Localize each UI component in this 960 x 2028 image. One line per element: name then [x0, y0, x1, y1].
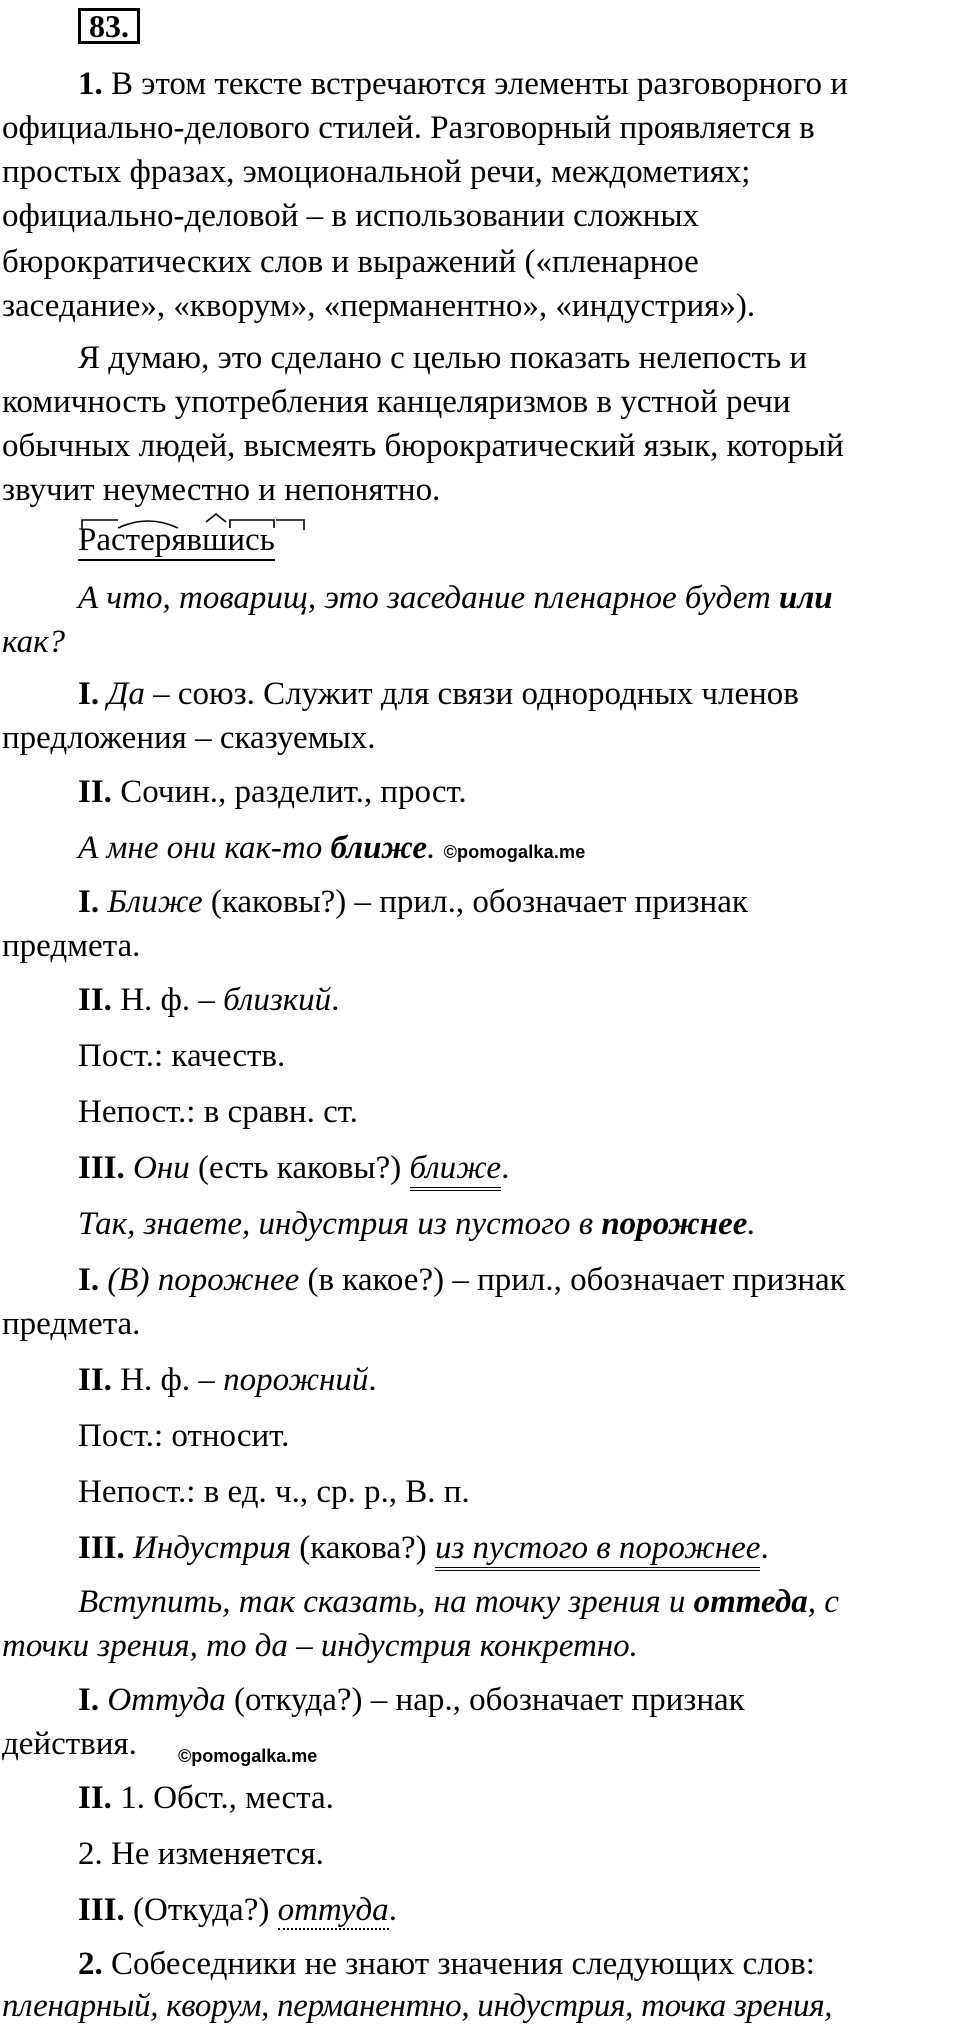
s1-I-text: – союз. Служит для связи однородных членов	[144, 676, 799, 712]
s2-I-label: I.	[78, 884, 100, 920]
s2-II-line	[0, 978, 960, 1022]
s2-III-end: .	[501, 1150, 510, 1186]
p2-line-4: звучит неуместно и непонятно.	[2, 472, 441, 508]
p1-line-1	[0, 62, 960, 106]
s2-post-line: Пост.: качеств.	[78, 1038, 286, 1074]
p1-line-3: простых фразах, эмоциональной речи, междометиях;	[2, 154, 751, 190]
s4-III-label: III.	[78, 1892, 125, 1928]
s1-I-line	[0, 672, 960, 716]
s1-I-line-2: предложения – сказуемых.	[2, 720, 376, 756]
s3-I-line-2: предмета.	[2, 1306, 141, 1342]
s1-I-word: Да	[107, 676, 145, 712]
s3-I-word: (В) порожнее	[107, 1262, 300, 1298]
s3-III-word: Индустрия	[133, 1530, 291, 1566]
s3-I-line	[0, 1258, 960, 1302]
s4-II-line-2: 2. Не изменяется.	[78, 1836, 324, 1872]
s3-III-line	[0, 1526, 960, 1570]
p1-text-1: В этом тексте встречаются элементы разговорного и	[102, 66, 848, 102]
s2-nepost-line: Непост.: в сравн. ст.	[78, 1094, 358, 1130]
s3-II-text: Н. ф. –	[111, 1362, 224, 1398]
p3-text-1: Собеседники не знают значения следующих слов:	[102, 1946, 815, 1982]
s3-III-predicate: из пустого в порожнее	[435, 1530, 761, 1571]
morph-line	[0, 518, 960, 562]
s4-key-word: оттеда	[693, 1584, 808, 1620]
s1-II-label: II.	[78, 774, 112, 810]
s4-I-line	[0, 1678, 960, 1722]
p2-line-1: Я думаю, это сделано с целью показать нелепость и	[78, 340, 808, 376]
s4-line-2: точки зрения, то да – индустрия конкретно.	[2, 1628, 638, 1664]
s4-II-label: II.	[78, 1780, 112, 1816]
s4-I-label: I.	[78, 1682, 100, 1718]
p2-line-2: комичность употребления канцеляризмов в устной речи	[2, 384, 791, 420]
p1-line-6: заседание», «кворум», «перманентно», «индустрия»).	[2, 288, 756, 324]
s3-III-end: .	[760, 1530, 769, 1566]
s3-II-end: .	[368, 1362, 377, 1398]
s4-I-word: Оттуда	[107, 1682, 226, 1718]
s3-text: Так, знаете, индустрия из пустого в	[78, 1206, 602, 1242]
s4-III-text: (Откуда?)	[124, 1892, 278, 1928]
s2-II-word: близкий	[223, 982, 332, 1018]
s1-line-1	[0, 576, 960, 620]
s3-nepost-line: Непост.: в ед. ч., ср. р., В. п.	[78, 1474, 470, 1510]
watermark: ©pomogalka.me	[443, 842, 586, 862]
p3-line-2: пленарный, кворум, перманентно, индустрия, точка зрения,	[2, 1988, 833, 2024]
s1-I-label: I.	[78, 676, 100, 712]
s4-III-adverbial: оттуда	[277, 1892, 389, 1928]
morpheme-marks-icon	[78, 512, 308, 534]
p1-line-5: бюрократических слов и выражений («пленарное	[2, 244, 699, 280]
s2-III-text: (есть каковы?)	[189, 1150, 410, 1186]
s4-III-end: .	[388, 1892, 397, 1928]
s3-key-word: порожнее	[601, 1206, 748, 1242]
s3-II-word: порожний	[223, 1362, 369, 1398]
s4-line-1	[0, 1580, 960, 1624]
morph-word: Растерявшись	[78, 521, 275, 561]
s3-post-line: Пост.: относит.	[78, 1418, 290, 1454]
s2-key-word: ближе	[330, 830, 428, 866]
watermark-2: ©pomogalka.me	[178, 1746, 318, 1766]
exercise-number: 83.	[78, 8, 140, 44]
s2-II-end: .	[331, 982, 340, 1018]
p3-line-1	[0, 1942, 960, 1986]
s4-text-end: , с	[807, 1584, 839, 1620]
s4-III-line	[0, 1888, 960, 1932]
s2-I-text: (каковы?) – прил., обозначает признак	[202, 884, 748, 920]
s3-III-label: III.	[78, 1530, 125, 1566]
s2-end: .	[427, 830, 436, 866]
s4-I-text: (откуда?) – нар., обозначает признак	[225, 1682, 745, 1718]
s1-II-text: Сочин., разделит., прост.	[111, 774, 467, 810]
s1-II-line	[0, 770, 960, 814]
s3-II-line	[0, 1358, 960, 1402]
s3-I-text: (в какое?) – прил., обозначает признак	[299, 1262, 846, 1298]
s2-text: А мне они как-то	[78, 830, 331, 866]
s2-III-predicate: ближе	[410, 1150, 502, 1191]
p1-line-4: официально-деловой – в использовании сложных	[2, 198, 700, 234]
s2-I-line	[0, 880, 960, 924]
s2-I-line-2: предмета.	[2, 928, 141, 964]
s2-II-text: Н. ф. –	[111, 982, 224, 1018]
morpheme-parse	[78, 518, 275, 562]
s3-end: .	[747, 1206, 756, 1242]
p2-line-3: обычных людей, высмеять бюрократический язык, который	[2, 428, 844, 464]
s1-key-word: или	[779, 580, 833, 616]
s4-I-line-2: действия.	[2, 1726, 137, 1762]
s3-II-label: II.	[78, 1362, 112, 1398]
s2-II-label: II.	[78, 982, 112, 1018]
s2-line	[0, 826, 960, 874]
s3-I-label: I.	[78, 1262, 100, 1298]
s1-text: А что, товарищ, это заседание пленарное будет	[78, 580, 779, 616]
s2-III-line	[0, 1146, 960, 1190]
s2-III-word: Они	[133, 1150, 190, 1186]
s4-text: Вступить, так сказать, на точку зрения и	[78, 1584, 694, 1620]
s1-line-2: как?	[2, 624, 66, 660]
s2-I-word: Ближе	[107, 884, 203, 920]
s4-II-line	[0, 1776, 960, 1820]
s3-line	[0, 1202, 960, 1246]
s2-III-label: III.	[78, 1150, 125, 1186]
s4-II-text: 1. Обст., места.	[111, 1780, 334, 1816]
s3-III-text: (какова?)	[290, 1530, 435, 1566]
p3-number: 2.	[78, 1946, 103, 1982]
p1-number: 1.	[78, 66, 103, 102]
p1-line-2: официально-делового стилей. Разговорный проявляется в	[2, 110, 815, 146]
